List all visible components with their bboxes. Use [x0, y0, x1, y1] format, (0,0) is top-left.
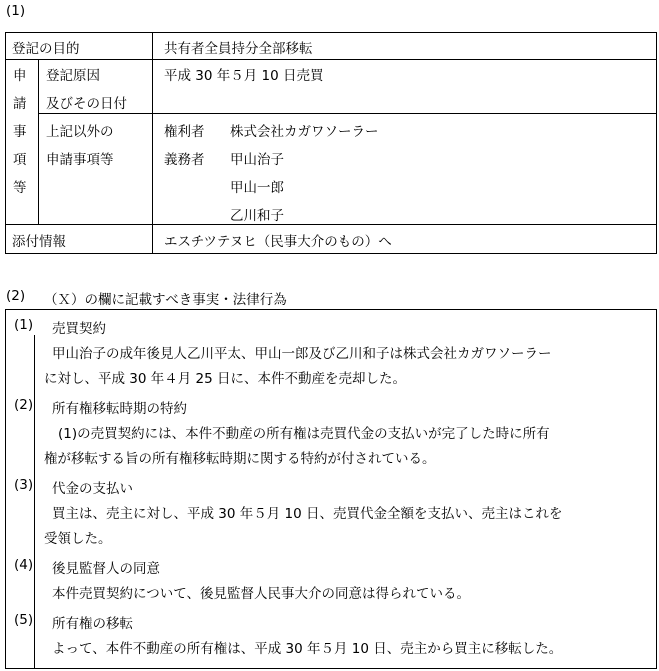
cause-label-line2: 及びその日付 [46, 96, 127, 112]
cause-label-line1: 登記原因 [46, 68, 100, 84]
registration-table [5, 32, 657, 254]
item-title: 売買契約 [52, 321, 106, 337]
item-number: (1) [14, 317, 34, 333]
other-label-line1: 上記以外の [46, 124, 114, 140]
item-number: (4) [14, 557, 34, 573]
item-title: 所有権移転時期の特約 [52, 401, 187, 417]
item-text-line: (1)の売買契約には、本件不動産の所有権は売買代金の支払いが完了した時に所有 [58, 426, 550, 442]
item-number: (3) [14, 477, 34, 493]
section1-label: (1) [6, 3, 26, 19]
purpose-label: 登記の目的 [12, 41, 80, 57]
cause-value: 平成 30 年５月 10 日売買 [164, 68, 324, 84]
attached-value: エスチツテヌヒ（民事大介のもの）へ [164, 234, 392, 250]
attached-label: 添付情報 [12, 234, 66, 250]
side-char: 請 [13, 96, 27, 112]
item-title: 所有権の移転 [52, 616, 133, 632]
item-text-line: よって、本件不動産の所有権は、平成 30 年５月 10 日、売主から買主に移転した。 [52, 641, 563, 657]
obligor-name: 乙川和子 [230, 208, 284, 224]
rights-holder-label: 権利者 [164, 124, 205, 140]
side-char: 項 [13, 152, 27, 168]
side-char: 等 [13, 180, 27, 196]
item-text-line: 買主は、売主に対し、平成 30 年５月 10 日、売買代金全額を支払い、売主はこれを [52, 506, 563, 522]
table-rule [152, 32, 153, 254]
obligor-name: 甲山治子 [230, 152, 284, 168]
table-rule [38, 59, 39, 224]
section2-label: (2) [6, 288, 26, 304]
other-label-line2: 申請事項等 [46, 152, 114, 168]
section2-heading: （Ｘ）の欄に記載すべき事実・法律行為 [44, 292, 287, 308]
table-rule [5, 224, 657, 225]
table-rule [38, 113, 657, 114]
rights-holder-name: 株式会社カガワソーラー [230, 124, 379, 140]
item-title: 代金の支払い [52, 481, 133, 497]
side-char: 事 [13, 124, 27, 140]
item-number: (5) [14, 612, 34, 628]
item-text-line: 受領した。 [44, 531, 112, 547]
item-title: 後見監督人の同意 [52, 561, 160, 577]
item-text-line: 本件売買契約について、後見監督人民事大介の同意は得られている。 [52, 586, 470, 602]
side-char: 申 [13, 68, 27, 84]
item-text-line: 甲山治子の成年後見人乙川平太、甲山一郎及び乙川和子は株式会社カガワソーラー [52, 346, 552, 362]
obligor-label: 義務者 [164, 152, 205, 168]
item-text-line: に対し、平成 30 年４月 25 日に、本件不動産を売却した。 [44, 371, 407, 387]
table-rule [5, 59, 657, 60]
facts-indent-rule [34, 335, 35, 669]
item-number: (2) [14, 397, 34, 413]
purpose-value: 共有者全員持分全部移転 [164, 41, 313, 57]
item-text-line: 権が移転する旨の所有権移転時期に関する特約が付されている。 [44, 451, 436, 467]
obligor-name: 甲山一郎 [230, 180, 284, 196]
